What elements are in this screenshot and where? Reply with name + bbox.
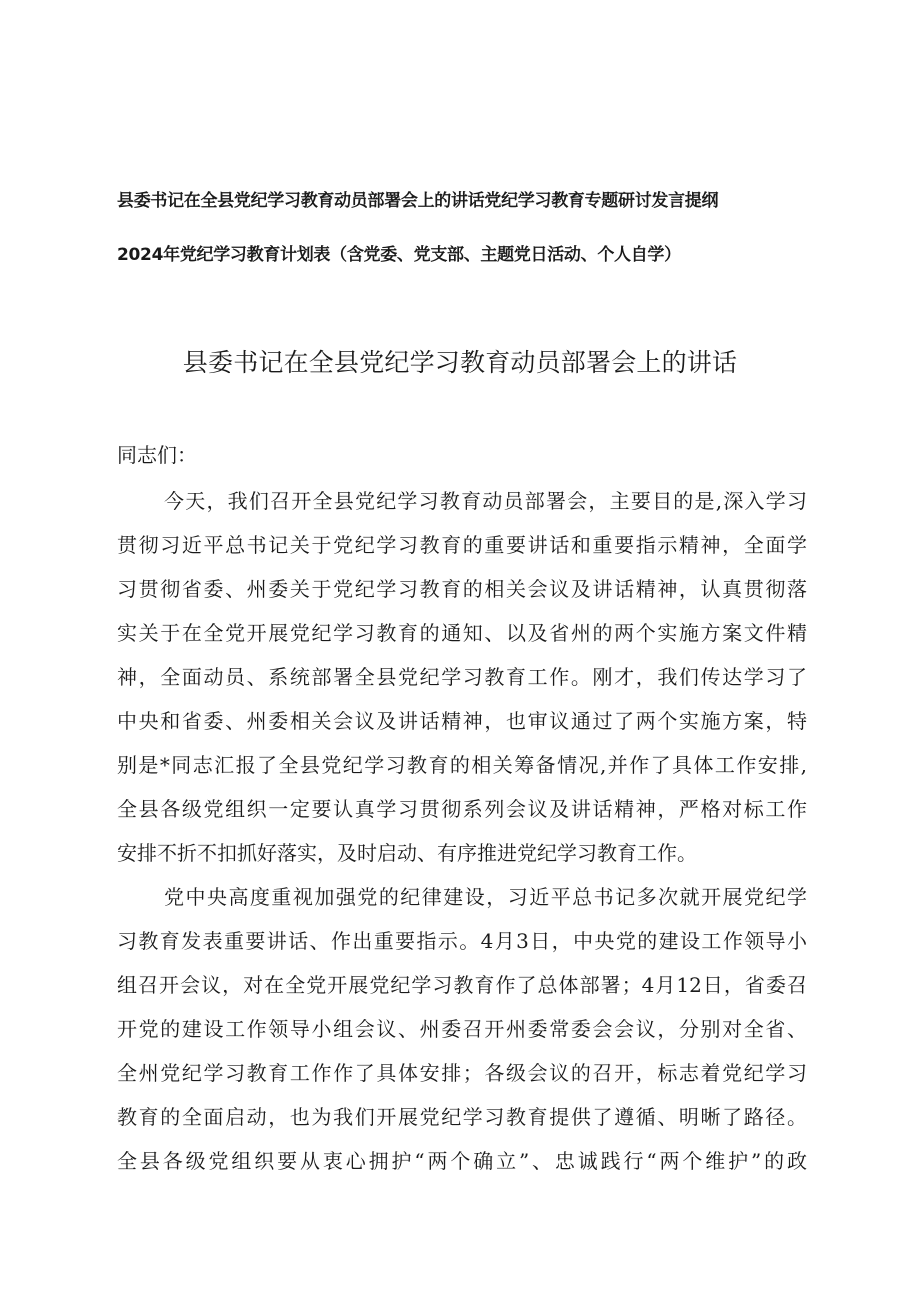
paragraph-line: 今天，我们召开全县党纪学习教育动员部署会，主要目的是,深入学习 (164, 489, 807, 513)
paragraph-line: 安排不折不扣抓好落实，及时启动、有序推进党纪学习教育工作。 (117, 841, 697, 865)
paragraph-line: 全县各级党组织一定要认真学习贯彻系列会议及讲话精神，严格对标工作 (117, 797, 807, 821)
paragraph-line: 开党的建设工作领导小组会议、州委召开州委常委会会议，分别对全省、 (117, 1017, 807, 1041)
paragraph-line: 实关于在全党开展党纪学习教育的通知、以及省州的两个实施方案文件精 (117, 621, 807, 645)
salutation: 同志们： (117, 443, 197, 467)
paragraph-line: 别是*同志汇报了全县党纪学习教育的相关筹备情况,并作了具体工作安排, (117, 753, 807, 777)
paragraph-line: 全县各级党组织要从衷心拥护“两个确立”、忠诚践行“两个维护”的政 (117, 1149, 807, 1173)
paragraph-line: 习贯彻省委、州委关于党纪学习教育的相关会议及讲话精神，认真贯彻落 (117, 577, 807, 601)
paragraph-line: 神，全面动员、系统部署全县党纪学习教育工作。刚才，我们传达学习了 (117, 665, 807, 689)
paragraph-line: 党中央高度重视加强党的纪律建设，习近平总书记多次就开展党纪学 (164, 885, 807, 909)
document-title: 县委书记在全县党纪学习教育动员部署会上的讲话 (182, 348, 738, 377)
paragraph-line: 习教育发表重要讲话、作出重要指示。4月3日，中央党的建设工作领导小 (117, 929, 807, 953)
paragraph-line: 中央和省委、州委相关会议及讲话精神，也审议通过了两个实施方案，特 (117, 709, 807, 733)
paragraph-line: 全州党纪学习教育工作作了具体安排；各级会议的召开，标志着党纪学习 (117, 1061, 807, 1085)
paragraph-line: 组召开会议，对在全党开展党纪学习教育作了总体部署；4月12日，省委召 (117, 973, 807, 997)
paragraph-line: 贯彻习近平总书记关于党纪学习教育的重要讲话和重要指示精神，全面学 (117, 533, 807, 557)
paragraph-line: 教育的全面启动，也为我们开展党纪学习教育提供了遵循、明晰了路径。 (117, 1105, 807, 1129)
toc-item-study-plan[interactable]: 2024年党纪学习教育计划表（含党委、党支部、主题党日活动、个人自学） (117, 245, 681, 265)
toc-item-speech-outline[interactable]: 县委书记在全县党纪学习教育动员部署会上的讲话党纪学习教育专题研讨发言提纲 (117, 191, 719, 211)
